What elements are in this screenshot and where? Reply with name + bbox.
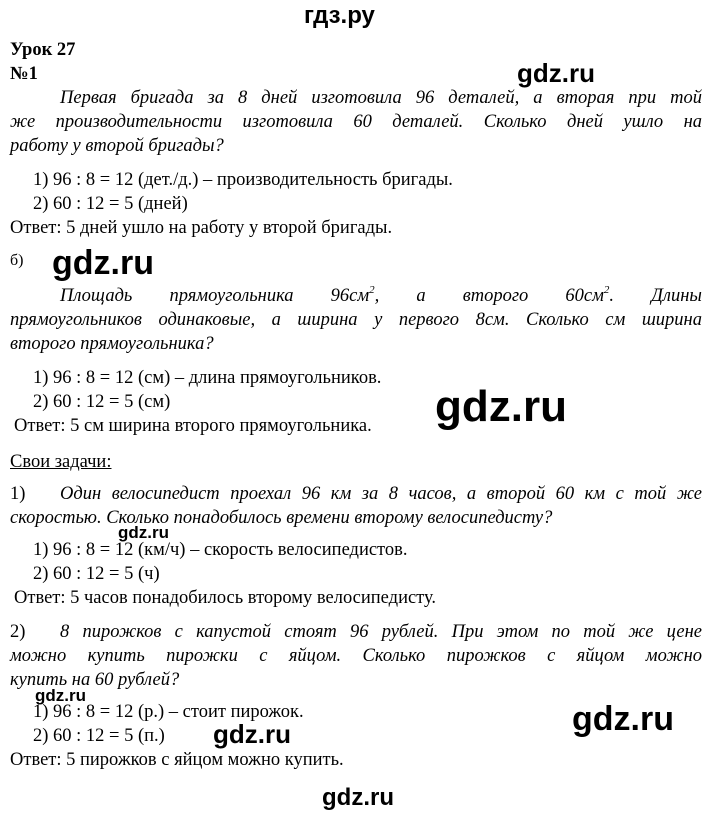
- own-tasks-title: Свои задачи:: [10, 452, 112, 472]
- word: прямоугольника: [169, 286, 294, 306]
- task-a-line3: работу у второй бригады?: [10, 136, 224, 156]
- task-a-line2: же производительности изготовила 60 деталей. Сколько дней ушло на: [10, 112, 702, 132]
- watermark: gdz.ru: [517, 58, 595, 88]
- word: Площадь: [60, 286, 133, 306]
- own-task-2-number: 2): [10, 622, 26, 642]
- watermark: gdz.ru: [118, 523, 169, 542]
- watermark-bottom: gdz.ru: [322, 784, 394, 811]
- task-a-line1: Первая бригада за 8 дней изготовила 96 деталей, а вторая при той: [60, 88, 702, 108]
- word: второго: [462, 286, 529, 306]
- watermark: gdz.ru: [35, 686, 86, 705]
- own-task-1-step1: 1) 96 : 8 = 12 (км/ч) – скорость велосипедистов.: [33, 540, 408, 560]
- word: а: [416, 286, 426, 306]
- task-b-answer: Ответ: 5 см ширина второго прямоугольника.: [14, 416, 372, 436]
- own-task-1-step2: 2) 60 : 12 = 5 (ч): [33, 564, 160, 584]
- own-task-2-line3: купить на 60 рублей?: [10, 670, 180, 690]
- word: Длины: [651, 286, 702, 306]
- task-b-line3: второго прямоугольника?: [10, 334, 214, 354]
- watermark: gdz.ru: [213, 719, 291, 749]
- task-b-step1: 1) 96 : 8 = 12 (см) – длина прямоугольников.: [33, 368, 382, 388]
- lesson-title: Урок 27: [10, 40, 76, 60]
- watermark-top: гдз.ру: [304, 2, 375, 29]
- watermark: gdz.ru: [572, 700, 674, 738]
- task-a-step2: 2) 60 : 12 = 5 (дней): [33, 194, 188, 214]
- area-value: $96см^2$,: [330, 284, 380, 306]
- task-number: №1: [10, 64, 38, 84]
- task-a-step1: 1) 96 : 8 = 12 (дет./д.) – производительность бригады.: [33, 170, 453, 190]
- own-task-2-step1: 1) 96 : 8 = 12 (р.) – стоит пирожок.: [33, 702, 304, 722]
- task-b-line2: прямоугольников одинаковые, а ширина у первого 8см. Сколько см ширина: [10, 310, 702, 330]
- own-task-2-answer: Ответ: 5 пирожков с яйцом можно купить.: [10, 750, 344, 770]
- watermark: gdz.ru: [435, 382, 567, 431]
- watermark: gdz.ru: [52, 244, 154, 282]
- area-value: $60см^2$.: [565, 284, 615, 306]
- task-b-label: б): [10, 252, 24, 269]
- own-task-2-line2: можно купить пирожки с яйцом. Сколько пирожков с яйцом можно: [10, 646, 702, 666]
- own-task-1-answer: Ответ: 5 часов понадобилось второму велосипедисту.: [14, 588, 437, 608]
- own-task-1-number: 1): [10, 484, 26, 504]
- own-task-1-line2: скоростью. Сколько понадобилось времени второму велосипедисту?: [10, 508, 553, 528]
- own-task-1-line1: Один велосипедист проехал 96 км за 8 часов, а второй 60 км с той же: [60, 484, 702, 504]
- own-task-2-line1: 8 пирожков с капустой стоят 96 рублей. При этом по той же цене: [60, 622, 702, 642]
- task-b-step2: 2) 60 : 12 = 5 (см): [33, 392, 171, 412]
- own-task-2-step2: 2) 60 : 12 = 5 (п.): [33, 726, 165, 746]
- task-a-answer: Ответ: 5 дней ушло на работу у второй бригады.: [10, 218, 393, 238]
- task-b-line1: [60, 286, 702, 307]
